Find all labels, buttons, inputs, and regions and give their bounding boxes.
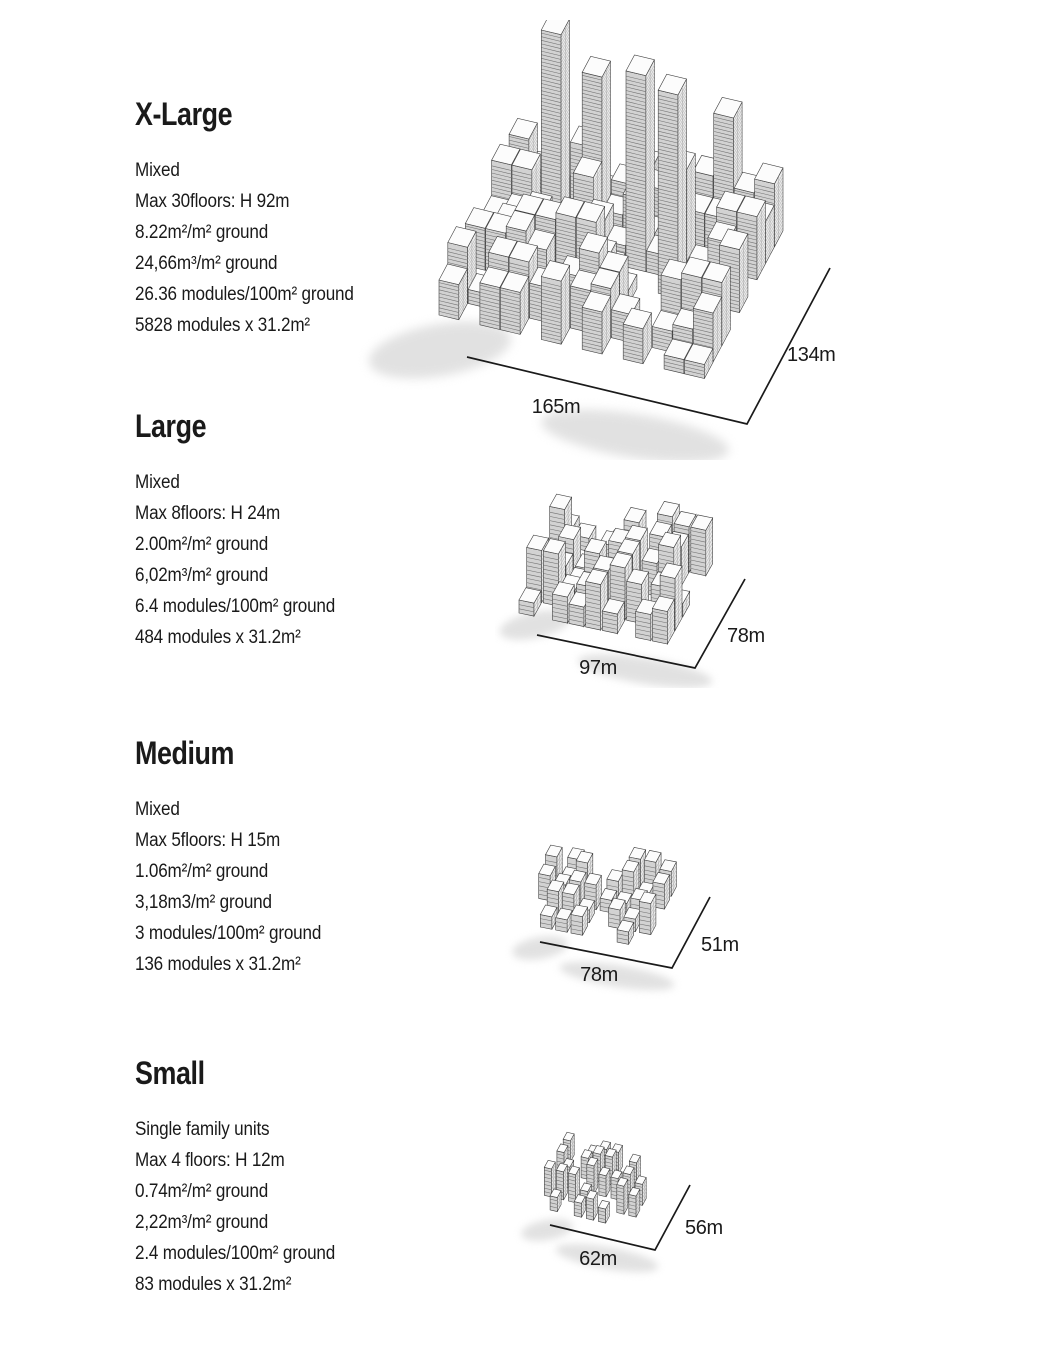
spec-line: 484 modules x 31.2m²: [135, 627, 301, 648]
depth-dimension-label: 78m: [727, 625, 765, 647]
width-dimension-label: 165m: [531, 396, 581, 418]
spec-line: 2.00m²/m² ground: [135, 534, 269, 555]
axonometric-small: [505, 1112, 765, 1287]
depth-dimension-label: 134m: [787, 344, 836, 366]
spec-line: Mixed: [135, 799, 180, 820]
spec-line: Mixed: [135, 160, 180, 181]
section-title-x-large: X-Large: [135, 96, 233, 132]
section-small-text: [135, 1055, 495, 1300]
section-title-small: Small: [135, 1055, 205, 1091]
section-title-large: Large: [135, 408, 207, 444]
spec-line: Max 4 floors: H 12m: [135, 1150, 285, 1171]
spec-line: 5828 modules x 31.2m²: [135, 315, 310, 336]
spec-lines: [135, 794, 459, 980]
building-cluster: [544, 1132, 646, 1223]
spec-line: 0.74m²/m² ground: [135, 1181, 269, 1202]
spec-line: 2,22m³/m² ground: [135, 1212, 269, 1233]
axonometric-large: [495, 473, 805, 688]
axonometric-medium: [505, 830, 785, 1005]
width-dimension-label: 78m: [580, 964, 618, 986]
axonometric-x-large: [350, 20, 860, 460]
spec-line: Max 8floors: H 24m: [135, 503, 281, 524]
spec-line: Max 5floors: H 15m: [135, 830, 281, 851]
width-dimension-label: 97m: [579, 657, 617, 679]
spec-line: 3 modules/100m² ground: [135, 923, 322, 944]
spec-line: 24,66m³/m² ground: [135, 253, 278, 274]
spec-line: 2.4 modules/100m² ground: [135, 1243, 336, 1264]
spec-line: Mixed: [135, 472, 180, 493]
spec-lines: [135, 467, 459, 653]
spec-line: Single family units: [135, 1119, 270, 1140]
spec-line: Max 30floors: H 92m: [135, 191, 290, 212]
section-title-medium: Medium: [135, 735, 235, 771]
depth-dimension-label: 51m: [701, 934, 739, 956]
spec-line: 136 modules x 31.2m²: [135, 954, 301, 975]
spec-line: 1.06m²/m² ground: [135, 861, 269, 882]
spec-line: 83 modules x 31.2m²: [135, 1274, 292, 1295]
spec-line: 26.36 modules/100m² ground: [135, 284, 354, 305]
width-dimension-label: 62m: [579, 1248, 617, 1270]
spec-line: 6,02m³/m² ground: [135, 565, 269, 586]
spec-lines: [135, 1114, 459, 1300]
depth-dimension-label: 56m: [685, 1217, 723, 1239]
spec-line: 3,18m3/m² ground: [135, 892, 272, 913]
building-cluster: [439, 20, 783, 379]
spec-line: 8.22m²/m² ground: [135, 222, 269, 243]
section-medium-text: [135, 735, 495, 980]
building-cluster: [539, 845, 677, 944]
spec-line: 6.4 modules/100m² ground: [135, 596, 336, 617]
